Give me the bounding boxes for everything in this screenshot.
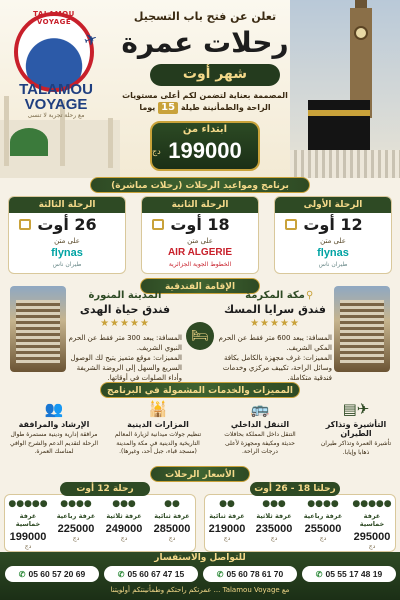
logo-tagline: مع رحلة تجربة لا تنسى xyxy=(27,112,85,119)
room-label: غرفة خماسية xyxy=(15,512,41,528)
calendar-icon xyxy=(152,219,164,230)
trip-card-2 xyxy=(141,196,259,274)
price-cell xyxy=(303,499,343,549)
slogan: مع Talamou Voyage ... عمرتكم راحتكم وطمأنينتكم أولويتنا xyxy=(110,586,290,594)
landmark-icon: 🕌 xyxy=(148,400,168,418)
on-board-label: على متن xyxy=(187,237,213,245)
minaret xyxy=(108,118,113,168)
hotel-city: مكة المكرمة xyxy=(245,290,305,301)
madinah-hotel-photo xyxy=(10,286,66,372)
pilgrims-crowd xyxy=(290,150,400,178)
service-visa xyxy=(318,400,394,457)
price-cell xyxy=(207,499,247,549)
price-currency: دج xyxy=(152,147,161,156)
room-price: 225000 xyxy=(57,523,95,535)
desc-line1: المصممة بعناية لتضمن لكم أعلى مستويات xyxy=(122,91,288,100)
room-label: غرفة ثنائية xyxy=(209,512,245,520)
price-value: 199000 xyxy=(168,138,242,163)
room-price: 295000 xyxy=(353,531,391,543)
room-price: 199000 xyxy=(9,531,47,543)
currency: دج xyxy=(319,535,327,542)
room-label: غرفة رباعية xyxy=(303,512,343,520)
price-cell xyxy=(152,499,192,549)
header-description xyxy=(112,90,298,114)
people-icon: ●● xyxy=(219,499,235,509)
hotel-name: فندق حياة الهدى xyxy=(79,303,171,316)
location-pin-icon: ⚲ xyxy=(306,290,314,301)
prices-title: الأسعار الرحلات xyxy=(150,466,250,482)
phone-icon: ✆ xyxy=(117,570,125,579)
airline-logo: AIR ALGERIE xyxy=(167,247,233,258)
bus-icon: 🚌 xyxy=(250,400,270,418)
hotel-facade xyxy=(340,300,384,364)
price-label: ابتداء من xyxy=(182,124,228,135)
makkah-hotel-photo xyxy=(334,286,390,372)
hotel-facade xyxy=(16,300,60,364)
service-title: التنقل الداخلي xyxy=(230,420,290,429)
phone-icon: ✆ xyxy=(315,570,323,579)
price-cell xyxy=(254,499,294,549)
green-dome xyxy=(10,128,48,156)
phone-icon: ✆ xyxy=(18,570,26,579)
kaaba-band xyxy=(308,110,370,116)
page-title: رحلات عمرة xyxy=(121,26,289,59)
airline-subtitle: الخطوط الجوية الجزائرية xyxy=(168,261,232,268)
airline-subtitle: طيران ناس xyxy=(318,261,348,268)
service-text: مرافقة إدارية ودينية مستمرة طوال الرحلة لتقديم الدعم والشرح الوافي لمناسك العمرة. xyxy=(9,431,99,455)
currency: دج xyxy=(168,535,176,542)
clock-face xyxy=(354,26,368,40)
desc-line2-text: الراحة والطمأنينة طيلة xyxy=(180,103,271,112)
service-text: تأشيرة العمرة وتذاكر طيران ذهابا وإيابا. xyxy=(320,440,392,456)
service-text: تنظيم جولات ميدانية لزيارة المعالم التاريخية والدينية في مكة والمدينة (مسجد قباء، جبل أحد، وغيرها). xyxy=(114,431,202,455)
phone-number[interactable] xyxy=(104,566,198,582)
phone-text: 05 60 78 61 70 xyxy=(226,569,284,579)
room-label: غرفة خماسية xyxy=(359,512,385,528)
trip-card-3 xyxy=(8,196,126,274)
price-cell xyxy=(8,499,48,549)
currency: دج xyxy=(270,535,278,542)
trip-name: الرحلة الأولى xyxy=(275,197,391,213)
hotel-features: المميزات: موقع متميز يتيح لك الوصول السريع والسهل إلى الروضة الشريفة وأداء الصلوات في أوقاتها. xyxy=(70,354,182,382)
bed-icon: 🛏 xyxy=(186,322,214,350)
days-unit: يوما xyxy=(139,103,156,112)
plane-icon: ✈ xyxy=(81,28,101,51)
people-icon: ●●●● xyxy=(60,499,92,509)
service-title: الإرشاد والمرافقة xyxy=(18,420,90,429)
currency: دج xyxy=(223,535,231,542)
announcement: تعلن عن فتح باب التسجيل xyxy=(133,10,277,23)
phone-number[interactable] xyxy=(302,566,396,582)
program-title: برنامج ومواعيد الرحلات (رحلات مباشرة) xyxy=(90,177,310,193)
trip-name: الرحلة الثانية xyxy=(142,197,258,213)
airline-logo: flynas xyxy=(51,247,83,259)
hotel-distance: المسافة: يبعد 300 متر فقط عن الحرم النبوي الشريف. xyxy=(68,334,182,352)
room-label: غرفة ثلاثية xyxy=(106,512,142,520)
trip-date: 12 أوت xyxy=(303,215,363,234)
people-icon: ●●●●● xyxy=(8,499,48,509)
service-title: المزارات الدينية xyxy=(127,420,189,429)
people-icon: ●● xyxy=(164,499,180,509)
currency: دج xyxy=(72,535,80,542)
price-cell xyxy=(352,499,392,549)
logo-name-line2: VOYAGE xyxy=(24,96,88,113)
accommodation-title: الإقامة الفندقية xyxy=(140,278,260,294)
on-board-label: على متن xyxy=(320,237,346,245)
people-icon: ●●● xyxy=(112,499,136,509)
room-price: 249000 xyxy=(105,523,143,535)
price-cell xyxy=(56,499,96,549)
trip-name: الرحلة الثالثة xyxy=(9,197,125,213)
hotel-stars: ★★★★★ xyxy=(250,318,300,329)
price-group-title: رحلة 12 أوت xyxy=(60,482,150,496)
contact-title: للتواصل والاستفسار xyxy=(154,553,246,563)
hotel-features: المميزات: غرف مجهزة بالكامل بكافة وسائل الراحة، تكييف مركزي وخدمات فندقية متكاملة. xyxy=(222,354,332,382)
service-transport xyxy=(222,400,298,457)
room-label: غرفة ثلاثية xyxy=(256,512,292,520)
logo-name-line1: TALAMOU xyxy=(19,81,93,98)
trip-card-1 xyxy=(274,196,392,274)
room-price: 219000 xyxy=(208,523,246,535)
phone-icon: ✆ xyxy=(216,570,224,579)
room-label: غرفة رباعية xyxy=(56,512,96,520)
month-label: شهر أوت xyxy=(182,66,248,82)
price-cell xyxy=(104,499,144,549)
service-title: التأشيرة وتذاكر الطيران xyxy=(325,420,387,438)
hotel-city: المدينة المنورة xyxy=(88,290,162,301)
people-icon: ●●● xyxy=(262,499,286,509)
calendar-icon xyxy=(285,219,297,230)
room-label: غرفة ثنائية xyxy=(154,512,190,520)
currency: دج xyxy=(368,543,376,550)
on-board-label: على متن xyxy=(54,237,80,245)
service-guidance xyxy=(8,400,100,457)
hotel-name: فندق سرايا المسك xyxy=(224,303,326,316)
group-icon: 👥 xyxy=(44,400,64,418)
phone-number[interactable] xyxy=(203,566,297,582)
phone-number[interactable] xyxy=(5,566,99,582)
hotel-distance: المسافة: يبعد 600 متر فقط عن الحرم المكي الشريف. xyxy=(218,334,332,352)
people-icon: ●●●● xyxy=(307,499,339,509)
phone-text: 05 60 57 20 69 xyxy=(28,569,86,579)
room-price: 285000 xyxy=(153,523,191,535)
passport-icon: ✈▤ xyxy=(342,400,370,418)
room-price: 255000 xyxy=(304,523,342,535)
logo-name xyxy=(8,82,104,112)
desc-line2 xyxy=(112,102,298,114)
service-visits xyxy=(112,400,204,457)
days-badge: 15 xyxy=(158,102,178,114)
airline-logo: flynas xyxy=(317,247,349,259)
price-group-title: رحلتا 18 - 26 أوت xyxy=(250,482,340,496)
phone-text: 05 55 17 48 19 xyxy=(325,569,383,579)
trip-date: 26 أوت xyxy=(37,215,97,234)
logo-arc-text: TALAMOU VOYAGE xyxy=(33,10,75,26)
hotel-stars: ★★★★★ xyxy=(100,318,150,329)
airline-subtitle: طيران ناس xyxy=(52,261,82,268)
calendar-icon xyxy=(19,219,31,230)
people-icon: ●●●●● xyxy=(352,499,392,509)
room-price: 235000 xyxy=(255,523,293,535)
trip-date: 18 أوت xyxy=(170,215,230,234)
phone-text: 05 60 67 47 15 xyxy=(127,569,185,579)
currency: دج xyxy=(24,543,32,550)
currency: دج xyxy=(120,535,128,542)
services-title: المميزات والخدمات المشمولة في البرنامج xyxy=(100,382,300,398)
service-text: التنقل داخل المملكة بحافلات حديثة ومكيفة ومجهزة لأعلى درجات الراحة. xyxy=(224,431,296,455)
